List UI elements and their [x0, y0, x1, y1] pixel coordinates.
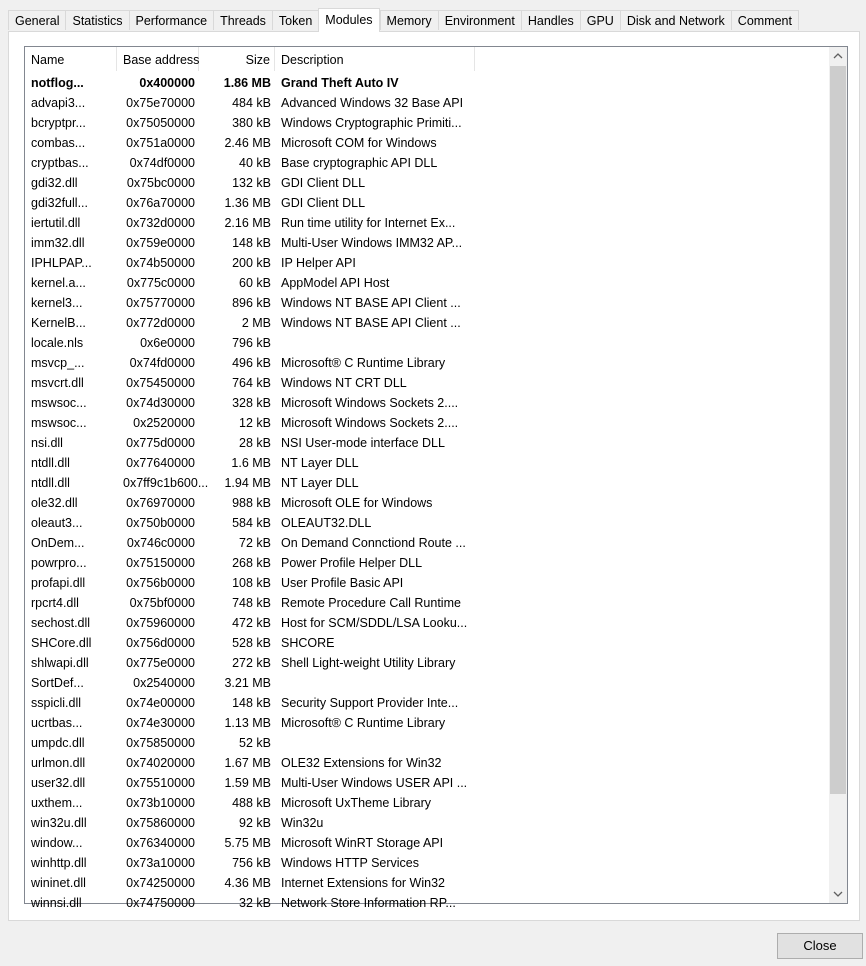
tab-strip	[8, 8, 799, 32]
table-row[interactable]	[25, 653, 825, 673]
module-description: GDI Client DLL	[281, 176, 366, 190]
module-base-address: 0x746c0000	[126, 536, 195, 550]
module-base-address: 0x75bf0000	[129, 596, 195, 610]
module-description: Microsoft WinRT Storage API	[281, 836, 444, 850]
module-size: 12 kB	[239, 416, 271, 430]
module-description: Windows Cryptographic Primiti...	[281, 116, 462, 130]
module-description: Windows HTTP Services	[281, 856, 419, 870]
module-base-address: 0x75860000	[126, 816, 195, 830]
module-size: 756 kB	[232, 856, 271, 870]
module-rows	[25, 73, 825, 913]
module-description	[275, 333, 475, 353]
module-description: NT Layer DLL	[281, 476, 359, 490]
module-base-address: 0x75bc0000	[126, 176, 195, 190]
module-size: 4.36 MB	[224, 876, 271, 890]
vertical-scrollbar[interactable]	[829, 47, 847, 903]
module-name: notflog...	[31, 76, 84, 90]
module-name: combas...	[31, 136, 86, 150]
table-row[interactable]	[25, 813, 825, 833]
module-base-address: 0x2540000	[133, 676, 195, 690]
module-description: Remote Procedure Call Runtime	[281, 596, 461, 610]
module-size: 3.21 MB	[224, 676, 271, 690]
module-base-address: 0x75510000	[126, 776, 195, 790]
module-base-address: 0x74e30000	[126, 716, 195, 730]
table-row[interactable]	[25, 873, 825, 893]
module-size: 748 kB	[232, 596, 271, 610]
module-base-address: 0x74750000	[126, 896, 195, 910]
module-name: user32.dll	[31, 776, 86, 790]
module-description: Microsoft COM for Windows	[281, 136, 437, 150]
scroll-thumb[interactable]	[830, 66, 846, 794]
table-row[interactable]	[25, 413, 825, 433]
module-name: gdi32full...	[31, 196, 88, 210]
module-size: 328 kB	[232, 396, 271, 410]
chevron-up-icon	[833, 53, 843, 59]
module-name: ole32.dll	[31, 496, 78, 510]
column-header-description[interactable]: Description	[275, 47, 475, 71]
module-size: 2 MB	[241, 316, 271, 330]
module-base-address: 0x759e0000	[126, 236, 195, 250]
module-size: 28 kB	[239, 436, 271, 450]
module-base-address: 0x75960000	[126, 616, 195, 630]
module-base-address: 0x73a10000	[126, 856, 195, 870]
table-row[interactable]	[25, 293, 825, 313]
module-base-address: 0x74e00000	[126, 696, 195, 710]
module-size: 528 kB	[232, 636, 271, 650]
module-base-address: 0x775d0000	[126, 436, 195, 450]
module-description: OLEAUT32.DLL	[281, 516, 372, 530]
table-row[interactable]	[25, 693, 825, 713]
module-name: SortDef...	[31, 676, 84, 690]
table-row[interactable]	[25, 133, 825, 153]
tab-token[interactable]: Token	[272, 10, 318, 30]
module-name: profapi.dll	[31, 576, 86, 590]
table-row[interactable]	[25, 793, 825, 813]
table-row[interactable]	[25, 453, 825, 473]
module-description: IP Helper API	[281, 256, 356, 270]
tab-disk-and-network[interactable]: Disk and Network	[620, 10, 731, 30]
table-row[interactable]	[25, 573, 825, 593]
module-size: 148 kB	[232, 236, 271, 250]
module-name: gdi32.dll	[31, 176, 78, 190]
table-row[interactable]	[25, 713, 825, 733]
module-name: advapi3...	[31, 96, 86, 110]
module-name: winnsi.dll	[31, 896, 82, 910]
table-row[interactable]	[25, 333, 825, 353]
module-name: ntdll.dll	[31, 476, 70, 490]
tab-handles[interactable]: Handles	[521, 10, 580, 30]
module-size: 1.94 MB	[224, 476, 271, 490]
module-base-address: 0x2520000	[133, 416, 195, 430]
module-name: shlwapi.dll	[31, 656, 89, 670]
tab-comment[interactable]: Comment	[731, 10, 799, 30]
module-size: 764 kB	[232, 376, 271, 390]
module-name: IPHLPAP...	[31, 256, 92, 270]
module-name: ucrtbas...	[31, 716, 83, 730]
table-row[interactable]	[25, 193, 825, 213]
module-name: oleaut3...	[31, 516, 83, 530]
module-name: locale.nls	[31, 336, 84, 350]
table-row[interactable]	[25, 753, 825, 773]
module-name: mswsoc...	[31, 416, 87, 430]
module-name: nsi.dll	[31, 436, 63, 450]
table-row[interactable]	[25, 833, 825, 853]
module-description: NSI User-mode interface DLL	[281, 436, 445, 450]
table-row[interactable]	[25, 273, 825, 293]
module-name: ntdll.dll	[31, 456, 70, 470]
tab-gpu[interactable]: GPU	[580, 10, 620, 30]
module-size: 32 kB	[239, 896, 271, 910]
module-name: wininet.dll	[31, 876, 86, 890]
table-row[interactable]	[25, 93, 825, 113]
table-row[interactable]	[25, 893, 825, 913]
module-size: 60 kB	[239, 276, 271, 290]
module-description: Advanced Windows 32 Base API	[281, 96, 464, 110]
module-description: NT Layer DLL	[281, 456, 359, 470]
module-base-address: 0x74fd0000	[129, 356, 195, 370]
module-base-address: 0x76970000	[126, 496, 195, 510]
table-row[interactable]	[25, 633, 825, 653]
module-base-address: 0x75770000	[126, 296, 195, 310]
module-base-address: 0x750b0000	[126, 516, 195, 530]
tab-threads[interactable]: Threads	[213, 10, 272, 30]
module-size: 272 kB	[232, 656, 271, 670]
module-size: 988 kB	[232, 496, 271, 510]
module-size: 1.13 MB	[224, 716, 271, 730]
module-description: Windows NT BASE API Client ...	[281, 296, 461, 310]
module-name: umpdc.dll	[31, 736, 85, 750]
column-header-name[interactable]: Name	[25, 47, 117, 71]
tab-performance[interactable]: Performance	[129, 10, 214, 30]
module-description: Run time utility for Internet Ex...	[281, 216, 456, 230]
module-description: Microsoft® C Runtime Library	[281, 716, 446, 730]
module-name: powrpro...	[31, 556, 87, 570]
module-description: Microsoft Windows Sockets 2....	[281, 416, 459, 430]
module-description: SHCORE	[281, 636, 335, 650]
table-row[interactable]	[25, 253, 825, 273]
module-base-address: 0x775c0000	[126, 276, 195, 290]
table-row[interactable]	[25, 513, 825, 533]
close-button[interactable]: Close	[777, 933, 863, 959]
tab-modules[interactable]: Modules	[318, 8, 379, 32]
module-size: 380 kB	[232, 116, 271, 130]
module-size: 108 kB	[232, 576, 271, 590]
module-base-address: 0x75450000	[126, 376, 195, 390]
module-description: Win32u	[281, 816, 324, 830]
table-row[interactable]	[25, 533, 825, 553]
table-row[interactable]	[25, 313, 825, 333]
table-row[interactable]	[25, 233, 825, 253]
module-base-address: 0x75850000	[126, 736, 195, 750]
module-name: window...	[31, 836, 83, 850]
module-name: mswsoc...	[31, 396, 87, 410]
table-row[interactable]	[25, 473, 825, 493]
module-name: bcryptpr...	[31, 116, 86, 130]
table-row[interactable]	[25, 613, 825, 633]
module-description: AppModel API Host	[281, 276, 390, 290]
module-size: 52 kB	[239, 736, 271, 750]
module-name: msvcrt.dll	[31, 376, 84, 390]
module-base-address: 0x74d30000	[126, 396, 195, 410]
module-size: 1.86 MB	[223, 76, 271, 90]
module-size: 5.75 MB	[224, 836, 271, 850]
module-description	[275, 733, 475, 753]
module-size: 1.36 MB	[224, 196, 271, 210]
table-row[interactable]	[25, 673, 825, 693]
module-base-address: 0x732d0000	[126, 216, 195, 230]
module-base-address: 0x75050000	[126, 116, 195, 130]
module-size: 484 kB	[232, 96, 271, 110]
table-row[interactable]	[25, 113, 825, 133]
scroll-up-button[interactable]	[829, 47, 847, 65]
module-size: 92 kB	[239, 816, 271, 830]
module-description: User Profile Basic API	[281, 576, 404, 590]
module-description: Network Store Information RP...	[281, 896, 456, 910]
module-size: 1.67 MB	[224, 756, 271, 770]
module-base-address: 0x751a0000	[126, 136, 195, 150]
module-name: sechost.dll	[31, 616, 91, 630]
module-description: Microsoft Windows Sockets 2....	[281, 396, 459, 410]
module-name: imm32.dll	[31, 236, 85, 250]
module-description: Windows NT BASE API Client ...	[281, 316, 461, 330]
module-size: 796 kB	[232, 336, 271, 350]
module-description: Grand Theft Auto IV	[281, 76, 399, 90]
module-base-address: 0x756b0000	[126, 576, 195, 590]
module-size: 148 kB	[232, 696, 271, 710]
table-row[interactable]	[25, 373, 825, 393]
scroll-down-button[interactable]	[829, 885, 847, 903]
module-name: win32u.dll	[31, 816, 87, 830]
module-description: Shell Light-weight Utility Library	[281, 656, 456, 670]
table-row[interactable]	[25, 73, 825, 93]
column-header-base-address[interactable]: Base address	[117, 47, 199, 71]
table-row[interactable]	[25, 553, 825, 573]
module-name: SHCore.dll	[31, 636, 92, 650]
module-name: msvcp_...	[31, 356, 85, 370]
table-row[interactable]	[25, 493, 825, 513]
column-header	[25, 47, 825, 71]
tab-statistics[interactable]: Statistics	[65, 10, 128, 30]
module-size: 496 kB	[232, 356, 271, 370]
module-name: cryptbas...	[31, 156, 89, 170]
module-base-address: 0x400000	[139, 76, 195, 90]
tab-general[interactable]: General	[8, 10, 65, 30]
module-base-address: 0x74020000	[126, 756, 195, 770]
module-base-address: 0x75e70000	[126, 96, 195, 110]
module-base-address: 0x76340000	[126, 836, 195, 850]
module-name: sspicli.dll	[31, 696, 82, 710]
module-description: Multi-User Windows IMM32 AP...	[281, 236, 463, 250]
module-name: winhttp.dll	[31, 856, 87, 870]
chevron-down-icon	[833, 891, 843, 897]
table-row[interactable]	[25, 733, 825, 753]
table-row[interactable]	[25, 853, 825, 873]
modules-list[interactable]	[24, 46, 848, 910]
module-description: Host for SCM/SDDL/LSA Looku...	[281, 616, 468, 630]
module-description: Microsoft UxTheme Library	[281, 796, 432, 810]
module-base-address: 0x775e0000	[126, 656, 195, 670]
table-row[interactable]	[25, 593, 825, 613]
module-description: Power Profile Helper DLL	[281, 556, 423, 570]
module-size: 132 kB	[232, 176, 271, 190]
module-description: Microsoft® C Runtime Library	[281, 356, 446, 370]
module-name: urlmon.dll	[31, 756, 86, 770]
module-size: 584 kB	[232, 516, 271, 530]
module-name: kernel.a...	[31, 276, 86, 290]
module-base-address: 0x7ff9c1b600...	[123, 476, 209, 490]
module-base-address: 0x74b50000	[126, 256, 195, 270]
module-name: iertutil.dll	[31, 216, 81, 230]
module-size: 200 kB	[232, 256, 271, 270]
module-description: OLE32 Extensions for Win32	[281, 756, 442, 770]
module-base-address: 0x76a70000	[126, 196, 195, 210]
module-name: kernel3...	[31, 296, 83, 310]
module-name: rpcrt4.dll	[31, 596, 79, 610]
module-description: On Demand Connctiond Route ...	[281, 536, 466, 550]
module-description: Base cryptographic API DLL	[281, 156, 438, 170]
module-size: 40 kB	[239, 156, 271, 170]
table-row[interactable]	[25, 213, 825, 233]
module-base-address: 0x772d0000	[126, 316, 195, 330]
module-size: 2.16 MB	[224, 216, 271, 230]
table-row[interactable]	[25, 773, 825, 793]
module-size: 488 kB	[232, 796, 271, 810]
module-description	[275, 673, 475, 693]
module-base-address: 0x75150000	[126, 556, 195, 570]
module-size: 1.6 MB	[231, 456, 271, 470]
tab-environment[interactable]: Environment	[438, 10, 521, 30]
module-size: 2.46 MB	[224, 136, 271, 150]
module-name: KernelB...	[31, 316, 86, 330]
module-base-address: 0x73b10000	[126, 796, 195, 810]
module-description: Multi-User Windows USER API ...	[281, 776, 468, 790]
tab-memory[interactable]: Memory	[380, 10, 438, 30]
module-name: OnDem...	[31, 536, 85, 550]
table-row[interactable]	[25, 353, 825, 373]
module-size: 472 kB	[232, 616, 271, 630]
module-base-address: 0x74250000	[126, 876, 195, 890]
module-description: Microsoft OLE for Windows	[281, 496, 433, 510]
module-description: GDI Client DLL	[281, 196, 366, 210]
module-description: Security Support Provider Inte...	[281, 696, 459, 710]
module-size: 1.59 MB	[224, 776, 271, 790]
table-row[interactable]	[25, 173, 825, 193]
module-base-address: 0x756d0000	[126, 636, 195, 650]
column-header-size[interactable]: Size	[199, 47, 275, 71]
module-name: uxthem...	[31, 796, 83, 810]
table-row[interactable]	[25, 153, 825, 173]
module-base-address: 0x6e0000	[140, 336, 195, 350]
module-description: Internet Extensions for Win32	[281, 876, 445, 890]
table-row[interactable]	[25, 393, 825, 413]
table-row[interactable]	[25, 433, 825, 453]
module-size: 72 kB	[239, 536, 271, 550]
module-size: 268 kB	[232, 556, 271, 570]
module-description: Windows NT CRT DLL	[281, 376, 407, 390]
modules-panel	[8, 31, 860, 921]
module-base-address: 0x77640000	[126, 456, 195, 470]
module-size: 896 kB	[232, 296, 271, 310]
module-base-address: 0x74df0000	[129, 156, 195, 170]
